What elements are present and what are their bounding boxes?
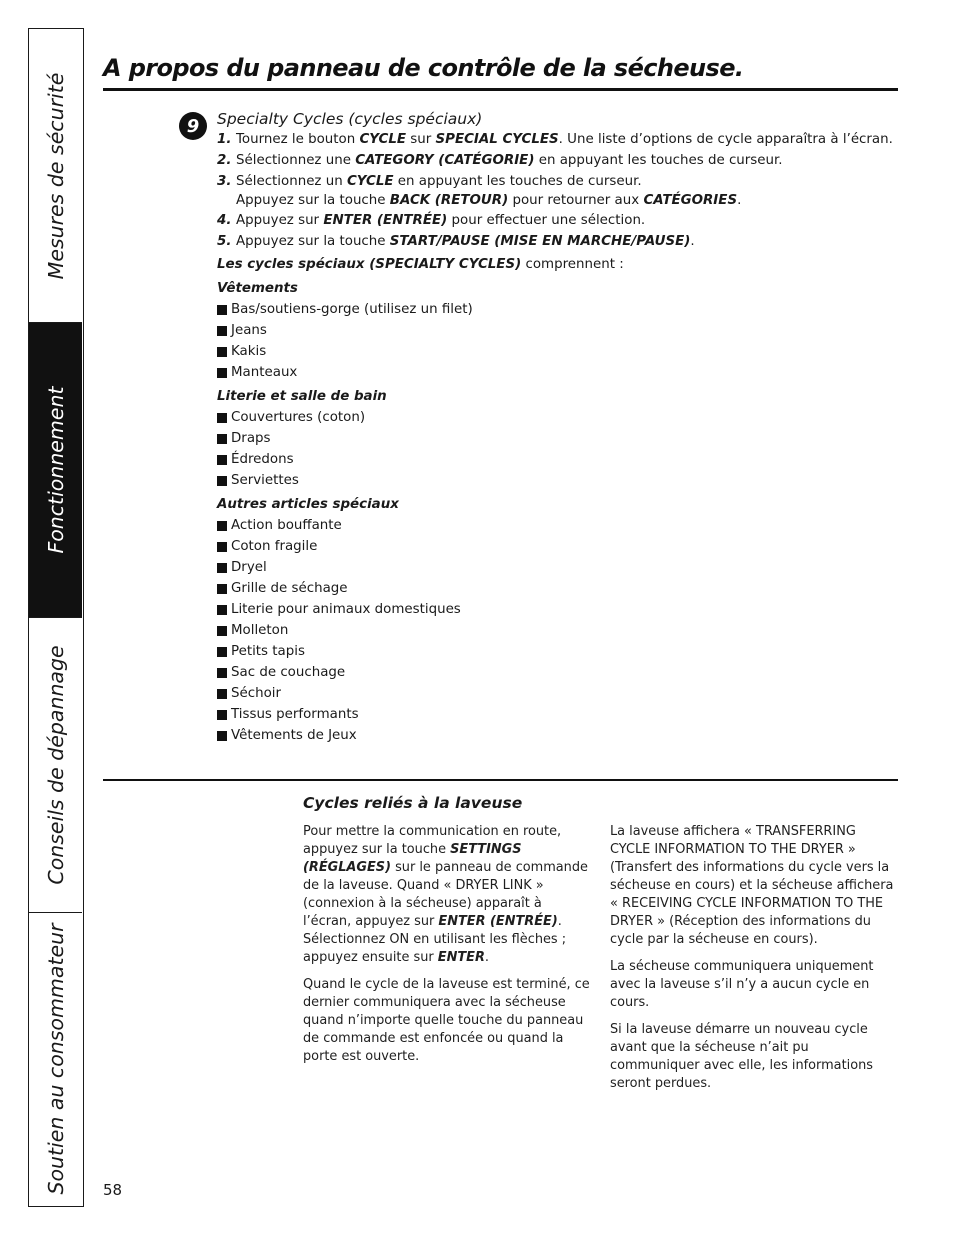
paragraph: La sécheuse communiquera uniquement avec la laveuse s’il n’y a aucun cycle en cours. xyxy=(610,959,874,1010)
square-bullet-icon xyxy=(217,710,227,720)
cycle-list-item xyxy=(217,578,897,599)
page-title: A propos du panneau de contrôle de la sécheuse. xyxy=(103,54,744,82)
step-text: Appuyez sur la touche START/PAUSE (MISE EN MARCHE/PAUSE). xyxy=(236,234,695,249)
step-text: Tournez le bouton CYCLE sur SPECIAL CYCLES. Une liste d’options de cycle apparaîtra à l’écran. xyxy=(236,132,893,147)
linked-cycles-right-column xyxy=(610,823,900,1102)
step-item xyxy=(217,210,897,231)
square-bullet-icon xyxy=(217,731,227,741)
cycle-list-item xyxy=(217,683,897,704)
cycle-name: Jeans xyxy=(231,323,267,338)
square-bullet-icon xyxy=(217,413,227,423)
cycle-name: Literie pour animaux domestiques xyxy=(231,602,461,617)
cycle-list-item xyxy=(217,536,897,557)
cycle-name: Kakis xyxy=(231,344,267,359)
cycle-list-item xyxy=(217,470,897,491)
square-bullet-icon xyxy=(217,542,227,552)
square-bullet-icon xyxy=(217,434,227,444)
cycle-list-item xyxy=(217,362,897,383)
square-bullet-icon xyxy=(217,605,227,615)
cycle-list-item xyxy=(217,725,897,746)
step-number: 3. xyxy=(217,174,232,189)
step-item xyxy=(217,231,897,252)
cycle-list-item xyxy=(217,641,897,662)
cycles-intro: Les cycles spéciaux (SPECIALTY CYCLES) comprennent : xyxy=(217,257,624,272)
tab-label: Fonctionnement xyxy=(43,386,68,554)
tab-label: Conseils de dépannage xyxy=(43,645,68,885)
step-item xyxy=(217,150,897,171)
square-bullet-icon xyxy=(217,305,227,315)
cycle-list-item xyxy=(217,704,897,725)
step-text: Appuyez sur ENTER (ENTRÉE) pour effectuer une sélection. xyxy=(236,213,646,228)
step-number: 4. xyxy=(217,213,232,228)
step-text: Sélectionnez un CYCLE en appuyant les touches de curseur. Appuyez sur la touche BACK (RETOUR) pour retourner aux CATÉGORIES. xyxy=(236,174,742,208)
cycle-name: Manteaux xyxy=(231,365,298,380)
cycle-name: Grille de séchage xyxy=(231,581,348,596)
square-bullet-icon xyxy=(217,347,227,357)
specialty-cycles-section xyxy=(217,110,897,746)
cycle-name: Coton fragile xyxy=(231,539,318,554)
cycle-list-item xyxy=(217,620,897,641)
tab-soutien-au-consommateur[interactable] xyxy=(29,913,82,1205)
cycle-list-item xyxy=(217,515,897,536)
cycle-name: Bas/soutiens-gorge (utilisez un filet) xyxy=(231,302,473,317)
cycle-name: Dryel xyxy=(231,560,267,575)
page-number: 58 xyxy=(103,1181,123,1199)
paragraph: Quand le cycle de la laveuse est terminé, ce dernier communiquera avec la sécheuse quand n’importe quelle touche du panneau de commande est enfoncée ou quand la porte est ouverte. xyxy=(303,977,590,1064)
square-bullet-icon xyxy=(217,476,227,486)
cycle-name: Édredons xyxy=(231,452,294,467)
cycle-name: Couvertures (coton) xyxy=(231,410,366,425)
square-bullet-icon xyxy=(217,647,227,657)
cycle-list-item xyxy=(217,662,897,683)
tab-label: Soutien au consommateur xyxy=(43,923,68,1195)
square-bullet-icon xyxy=(217,626,227,636)
cycle-name: Séchoir xyxy=(231,686,282,701)
step-number: 5. xyxy=(217,234,232,249)
cycle-name: Petits tapis xyxy=(231,644,305,659)
instruction-steps xyxy=(217,129,897,252)
cycle-name: Vêtements de Jeux xyxy=(231,728,357,743)
step-number: 2. xyxy=(217,153,232,168)
linked-cycles-heading: Cycles reliés à la laveuse xyxy=(303,794,523,812)
paragraph: Si la laveuse démarre un nouveau cycle avant que la sécheuse n’ait pu communiquer avec elle, les informations seront perdues. xyxy=(610,1022,873,1091)
tab-fonctionnement[interactable] xyxy=(29,323,82,618)
section-divider xyxy=(103,779,898,781)
cycle-name: Action bouffante xyxy=(231,518,342,533)
cycle-list-item xyxy=(217,320,897,341)
cycle-list-item xyxy=(217,299,897,320)
cycle-list-item xyxy=(217,449,897,470)
cycle-name: Sac de couchage xyxy=(231,665,346,680)
cycle-groups xyxy=(217,278,897,746)
step-number-badge: 9 xyxy=(179,112,207,140)
linked-cycles-left-column xyxy=(303,823,593,1075)
square-bullet-icon xyxy=(217,668,227,678)
cycle-list-item xyxy=(217,599,897,620)
step-item xyxy=(217,129,897,150)
step-item xyxy=(217,171,897,210)
square-bullet-icon xyxy=(217,326,227,336)
section-heading: Specialty Cycles (cycles spéciaux) xyxy=(217,110,483,128)
cycle-name: Serviettes xyxy=(231,473,299,488)
paragraph: La laveuse affichera « TRANSFERRING CYCLE INFORMATION TO THE DRYER » (Transfert des informations du cycle vers la sécheuse en cours) et la sécheuse affichera « RECEIVING CYCLE INFORMATION TO THE DRYER » (Réception des informations du cycle par la sécheuse en cours). xyxy=(610,824,894,947)
cycle-group-heading: Autres articles spéciaux xyxy=(217,497,399,512)
square-bullet-icon xyxy=(217,521,227,531)
tab-conseils-de-depannage[interactable] xyxy=(29,618,82,913)
section-tabs xyxy=(28,28,84,1207)
cycle-list-item xyxy=(217,557,897,578)
square-bullet-icon xyxy=(217,368,227,378)
square-bullet-icon xyxy=(217,689,227,699)
step-number: 1. xyxy=(217,132,232,147)
step-text: Sélectionnez une CATEGORY (CATÉGORIE) en appuyant les touches de curseur. xyxy=(236,153,783,168)
tab-mesures-de-securite[interactable] xyxy=(29,29,82,323)
square-bullet-icon xyxy=(217,455,227,465)
square-bullet-icon xyxy=(217,584,227,594)
cycle-list xyxy=(217,407,897,491)
cycle-list-item xyxy=(217,341,897,362)
paragraph: Pour mettre la communication en route, appuyez sur la touche SETTINGS (RÉGLAGES) sur le panneau de commande de la laveuse. Quand « DRYER LINK » (connexion à la sécheuse) apparaît à l’écran, appuyez sur ENTER (ENTRÉE). Sélectionnez ON en utilisant les flèches ; appuyez ensuite sur ENTER. xyxy=(303,824,588,965)
cycle-name: Molleton xyxy=(231,623,289,638)
square-bullet-icon xyxy=(217,563,227,573)
cycle-list-item xyxy=(217,407,897,428)
cycle-name: Tissus performants xyxy=(231,707,359,722)
cycle-group-heading: Vêtements xyxy=(217,281,298,296)
tab-label: Mesures de sécurité xyxy=(43,72,68,279)
cycle-list xyxy=(217,515,897,746)
title-divider xyxy=(103,88,898,91)
cycle-list xyxy=(217,299,897,383)
cycle-group-heading: Literie et salle de bain xyxy=(217,389,387,404)
cycle-list-item xyxy=(217,428,897,449)
cycle-name: Draps xyxy=(231,431,271,446)
